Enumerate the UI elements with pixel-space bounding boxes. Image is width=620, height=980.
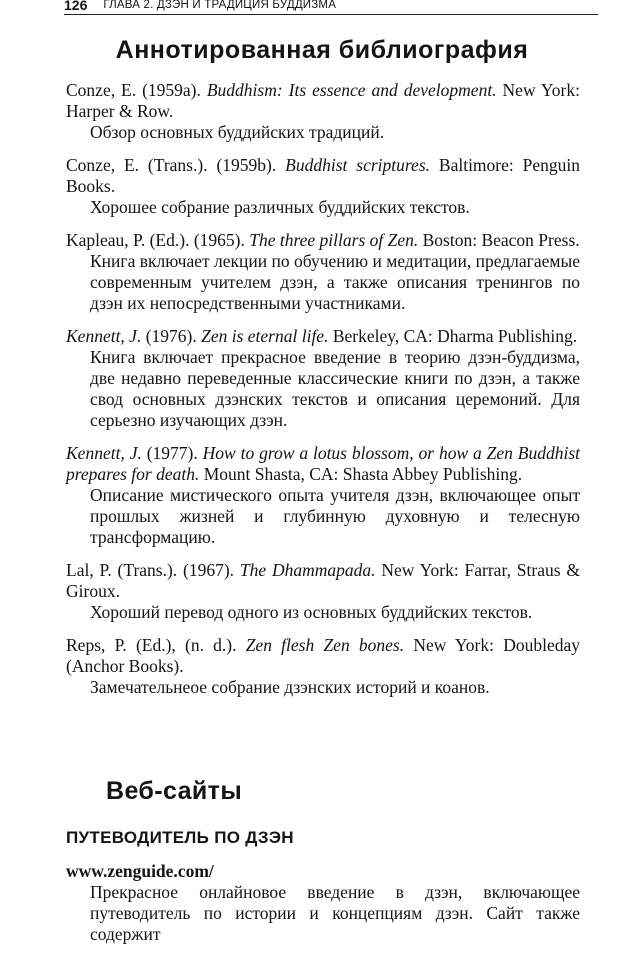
page-number: 126	[64, 0, 88, 13]
citation-year: (1977).	[141, 443, 203, 463]
citation-publisher: Boston: Beacon Press.	[418, 230, 580, 250]
bibliography-entry	[66, 155, 580, 218]
citation-author: Conze, E. (1959a).	[66, 80, 207, 100]
bibliography-entry	[66, 326, 580, 431]
citation-title: How to grow a lotus blossom, or how a Zen Buddhist prepares for death.	[66, 443, 581, 484]
annotation: Хороший перевод одного из основных буддийских текстов.	[90, 602, 533, 622]
citation	[66, 635, 580, 677]
citation-publisher: New York: Doubleday (Anchor Books).	[66, 635, 580, 676]
citation	[66, 560, 580, 602]
bibliography-entry	[66, 560, 580, 623]
annotation: Описание мистического опыта учителя дзэн, включающее опыт прошлых жизней и глубинную духовную и телесную трансформацию.	[90, 485, 580, 547]
citation-author: Kapleau, P. (Ed.). (1965).	[66, 230, 250, 250]
annotation: Обзор основных буддийских традиций.	[90, 122, 385, 142]
citation-title: Zen is eternal life.	[201, 326, 329, 346]
chapter-title: ГЛАВА 2. ДЗЭН И ТРАДИЦИЯ БУДДИЗМА	[103, 0, 337, 11]
citation	[66, 326, 580, 347]
citation-publisher: New York: Farrar, Straus & Giroux.	[66, 560, 580, 601]
annotation: Книга включает прекрасное введение в теорию дзэн-буддизма, две недавно переведенные классические книги по дзэн, а также свод основных дзэнских текстов и описания церемоний. Для серьезно изучающих дзэн.	[90, 347, 580, 430]
citation-author: Lal, P. (Trans.). (1967).	[66, 560, 240, 580]
citation-publisher: Mount Shasta, CA: Shasta Abbey Publishing.	[199, 464, 523, 484]
citation-publisher: New York: Harper & Row.	[66, 80, 580, 121]
zen-guide-heading: ПУТЕВОДИТЕЛЬ ПО ДЗЭН	[66, 828, 294, 847]
citation-title: Buddhist scriptures.	[285, 155, 431, 175]
citation-title: The three pillars of Zen.	[249, 230, 419, 250]
bibliography-entry	[66, 443, 580, 548]
bibliography-entry	[66, 230, 580, 314]
citation	[66, 230, 580, 251]
website-url: www.zenguide.com/	[66, 861, 214, 881]
website-entry	[66, 861, 580, 945]
bibliography-entry	[66, 635, 580, 698]
running-header	[64, 0, 598, 16]
bibliography-list	[66, 80, 580, 710]
annotation: Книга включает лекции по обучению и медитации, предлагаемые современным учителем дзэн, а также описания тренингов по дзэн их непосредственными участниками.	[90, 251, 580, 313]
citation-year: (1976).	[141, 326, 202, 346]
citation	[66, 80, 580, 122]
citation-author: Kennett, J.	[66, 326, 142, 346]
citation-title: Zen flesh Zen bones.	[245, 635, 405, 655]
citation-author: Reps, P. (Ed.), (n. d.).	[66, 635, 246, 655]
citation	[66, 443, 580, 485]
citation-publisher: Baltimore: Penguin Books.	[66, 155, 581, 196]
citation-publisher: Berkeley, CA: Dharma Publishing.	[328, 326, 578, 346]
citation	[66, 155, 580, 197]
website-description: Прекрасное онлайновое введение в дзэн, включающее путеводитель по истории и концепциям дзэн. Сайт также содержит	[90, 882, 580, 944]
citation-title: The Dhammapada.	[239, 560, 376, 580]
citation-author: Conze, E. (Trans.). (1959b).	[66, 155, 286, 175]
websites-heading: Веб-сайты	[106, 777, 243, 805]
citation-title: Buddhism: Its essence and development.	[206, 80, 497, 100]
annotation: Хорошее собрание различных буддийских текстов.	[90, 197, 470, 217]
bibliography-heading: Аннотированная библиография	[115, 36, 529, 64]
annotation: Замечательнеое собрание дзэнских историй и коанов.	[90, 677, 490, 697]
bibliography-entry	[66, 80, 580, 143]
header-rule	[64, 14, 598, 15]
citation-author: Kennett, J.	[66, 443, 142, 463]
